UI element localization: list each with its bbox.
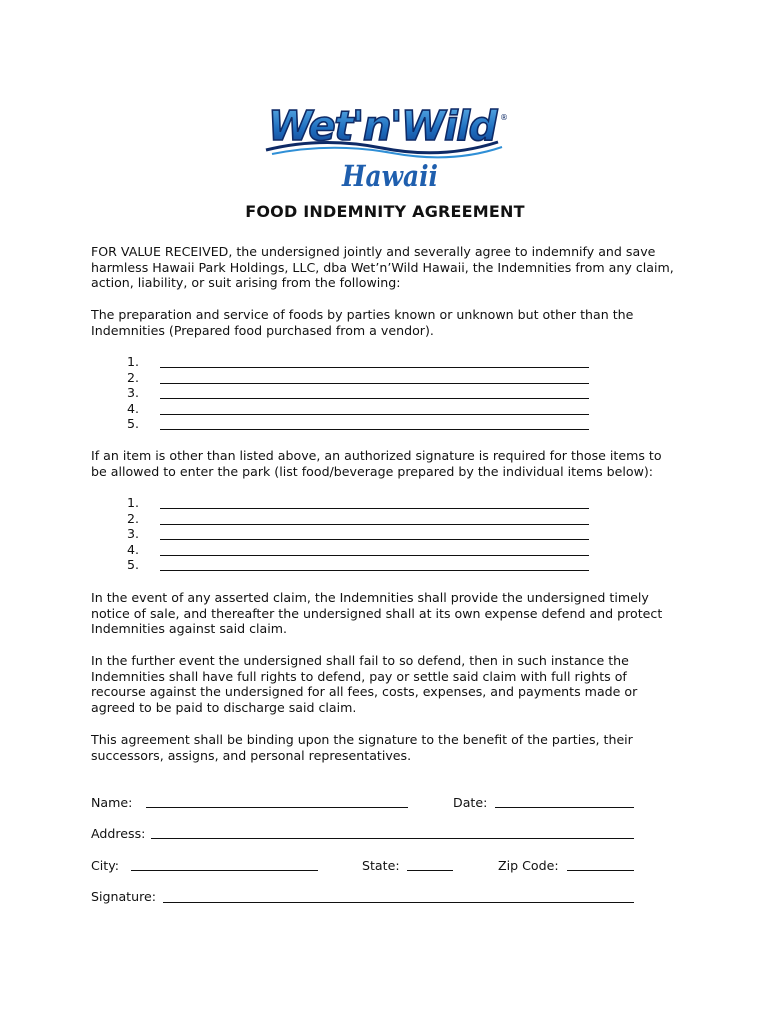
text-line: Indemnities against said claim. <box>91 621 288 637</box>
text-line: harmless Hawaii Park Holdings, LLC, dba Wet’n’Wild Hawaii, the Indemnities from any claim, <box>91 259 674 275</box>
list-item <box>91 557 591 573</box>
city-label: City: <box>91 858 120 873</box>
document-title: FOOD INDEMNITY AGREEMENT <box>245 202 525 221</box>
list-item <box>91 542 591 558</box>
item-number: 1. <box>126 354 139 369</box>
list-item <box>91 416 591 432</box>
item-number: 3. <box>126 385 139 401</box>
item-blank-line[interactable] <box>160 414 589 415</box>
intro-paragraph <box>91 244 691 291</box>
item-number: 2. <box>126 369 139 385</box>
list-item <box>91 526 591 542</box>
list-item <box>91 354 591 370</box>
item-number: 1. <box>126 495 139 510</box>
item-blank-line[interactable] <box>160 429 589 430</box>
text-line: FOR VALUE RECEIVED, the undersigned jointly and severally agree to indemnify and save <box>91 244 656 259</box>
item-blank-line[interactable] <box>160 367 589 368</box>
item-blank-line[interactable] <box>160 508 589 509</box>
text-line: Indemnities shall have full rights to defend, pay or settle said claim with full rights of <box>91 668 627 684</box>
text-line: In the event of any asserted claim, the Indemnities shall provide the undersigned timely <box>91 590 649 605</box>
state-label: State: <box>362 858 400 873</box>
text-line: notice of sale, and thereafter the undersigned shall at its own expense defend and protect <box>91 605 663 621</box>
logo-registered-mark: ® <box>500 113 508 122</box>
list-item <box>91 385 591 401</box>
name-field[interactable] <box>146 807 408 808</box>
list-item <box>91 401 591 417</box>
list-item <box>91 370 591 386</box>
item-blank-line[interactable] <box>160 524 589 525</box>
text-line: If an item is other than listed above, an authorized signature is required for those items to <box>91 448 662 463</box>
item-number: 3. <box>126 526 139 542</box>
item-number: 4. <box>126 541 139 557</box>
text-line: action, liability, or suit arising from the following: <box>91 275 401 291</box>
list-item <box>91 511 591 527</box>
logo-location-text: Hawaii <box>341 159 438 193</box>
preparation-paragraph <box>91 307 691 338</box>
text-line: This agreement shall be binding upon the signature to the benefit of the parties, their <box>91 732 633 747</box>
wet-n-wild-hawaii-logo <box>262 98 512 196</box>
signature-field[interactable] <box>163 902 634 903</box>
item-blank-line[interactable] <box>160 555 589 556</box>
address-field[interactable] <box>151 838 634 839</box>
item-number: 4. <box>126 400 139 416</box>
text-line: In the further event the undersigned shall fail to so defend, then in such instance the <box>91 653 629 668</box>
address-label: Address: <box>91 826 146 841</box>
item-number: 2. <box>126 510 139 526</box>
date-label: Date: <box>453 795 488 810</box>
zip-code-label: Zip Code: <box>498 858 559 873</box>
item-blank-line[interactable] <box>160 570 589 571</box>
signature-label: Signature: <box>91 889 156 904</box>
zip-code-field[interactable] <box>567 870 634 871</box>
city-field[interactable] <box>131 870 318 871</box>
text-line: recourse against the undersigned for all fees, costs, expenses, and payments made or <box>91 684 638 700</box>
text-line: be allowed to enter the park (list food/beverage prepared by the individual items below): <box>91 463 654 479</box>
further-paragraph <box>91 653 691 715</box>
text-line: Indemnities (Prepared food purchased from a vendor). <box>91 322 434 338</box>
text-line: successors, assigns, and personal representatives. <box>91 747 412 763</box>
text-line: agreed to be paid to discharge said claim. <box>91 699 357 715</box>
list-item <box>91 495 591 511</box>
text-line: The preparation and service of foods by parties known or unknown but other than the <box>91 307 634 322</box>
logo-brand-text: Wet'n'Wild <box>268 102 499 150</box>
other-items-paragraph <box>91 448 691 479</box>
item-number: 5. <box>126 416 139 432</box>
item-blank-line[interactable] <box>160 398 589 399</box>
name-label: Name: <box>91 795 133 810</box>
item-number: 5. <box>126 557 139 573</box>
claim-paragraph <box>91 590 691 637</box>
date-field[interactable] <box>495 807 634 808</box>
binding-paragraph <box>91 732 691 763</box>
item-blank-line[interactable] <box>160 539 589 540</box>
item-blank-line[interactable] <box>160 383 589 384</box>
state-field[interactable] <box>407 870 453 871</box>
